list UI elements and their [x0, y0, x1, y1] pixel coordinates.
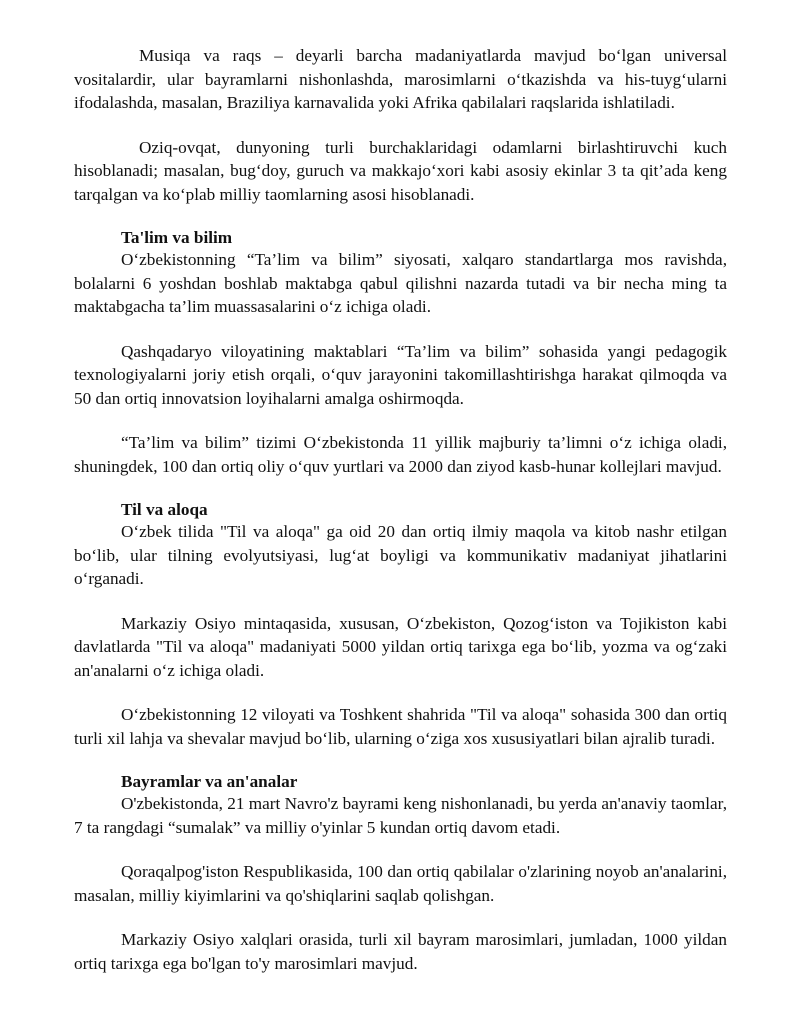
paragraph-til-2: Markaziy Osiyo mintaqasida, xususan, O‘zbekiston, Qozog‘iston va Tojikiston kabi davlatlarda "Til va aloqa" madaniyati 5000 yildan ortiq tarixga ega bo‘lib, yozma va og‘zaki an'analarni o‘z ichiga oladi.: [74, 613, 727, 680]
section-heading-til: Til va aloqa: [121, 500, 208, 519]
section-heading-bayram: Bayramlar va an'analar: [121, 772, 298, 791]
paragraph-til-1: O‘zbek tilida "Til va aloqa" ga oid 20 dan ortiq ilmiy maqola va kitob nashr etilgan bo‘lib, ular tilning evolyutsiyasi, lug‘at boyligi va kommunikativ madaniyat jihatlarini o‘rganadi.: [74, 522, 727, 588]
paragraph-bayram-1: O'zbekistonda, 21 mart Navro'z bayrami keng nishonlanadi, bu yerda an'anaviy taomlar, 7 ta rangdagi “sumalak” va milliy o'yinlar 5 kundan ortiq davom etadi.: [74, 794, 727, 837]
section-heading-talim: Ta'lim va bilim: [121, 228, 233, 247]
paragraph-til-3: O‘zbekistonning 12 viloyati va Toshkent shahrida "Til va aloqa" sohasida 300 dan ortiq turli xil lahja va shevalar mavjud bo‘lib, ularning o‘ziga xos xususiyatlari bilan ajralib turadi.: [74, 705, 727, 748]
paragraph-bayram-2: Qoraqalpog'iston Respublikasida, 100 dan ortiq qabilalar o'zlarining noyob an'analarini, masalan, milliy kiyimlarini va qo'shiqlarini saqlab qolishgan.: [74, 862, 727, 905]
paragraph-music-dance: Musiqa va raqs – deyarli barcha madaniyatlarda mavjud bo‘lgan universal vositalardir, ular bayramlarni nishonlashda, marosimlarni o‘tkazishda va his-tuyg‘ularni ifodalashda, masalan, Braziliya karnavalida yoki Afrika qabilalari raqslarida ishlatiladi.: [74, 46, 727, 112]
paragraph-food: Oziq-ovqat, dunyoning turli burchaklaridagi odamlarni birlashtiruvchi kuch hisoblanadi; masalan, bug‘doy, guruch va makkajo‘xori kabi asosiy ekinlar 3 ta qit’ada keng tarqalgan va ko‘plab milliy taomlarning asosi hisoblanadi.: [74, 137, 727, 204]
document-page: [74, 44, 727, 996]
paragraph-talim-1: O‘zbekistonning “Ta’lim va bilim” siyosati, xalqaro standartlarga mos ravishda, bolalarni 6 yoshdan boshlab maktabga qabul qilishni nazarda tutadi va bir necha ming ta maktabgacha ta’lim muassasalarini o‘z ichiga oladi.: [74, 250, 727, 316]
paragraph-bayram-3: Markaziy Osiyo xalqlari orasida, turli xil bayram marosimlari, jumladan, 1000 yildan ortiq tarixga ega bo'lgan to'y marosimlari mavjud.: [74, 930, 727, 973]
paragraph-talim-3: “Ta’lim va bilim” tizimi O‘zbekistonda 11 yillik majburiy ta’limni o‘z ichiga oladi, shuningdek, 100 dan ortiq oliy o‘quv yurtlari va 2000 dan ziyod kasb-hunar kollejlari mavjud.: [74, 433, 727, 476]
paragraph-talim-2: Qashqadaryo viloyatining maktablari “Ta’lim va bilim” sohasida yangi pedagogik texnologiyalarni joriy etish orqali, o‘quv jarayonini takomillashtirishga harakat qilmoqda va 50 dan ortiq innovatsion loyihalarni amalga oshirmoqda.: [74, 341, 727, 408]
